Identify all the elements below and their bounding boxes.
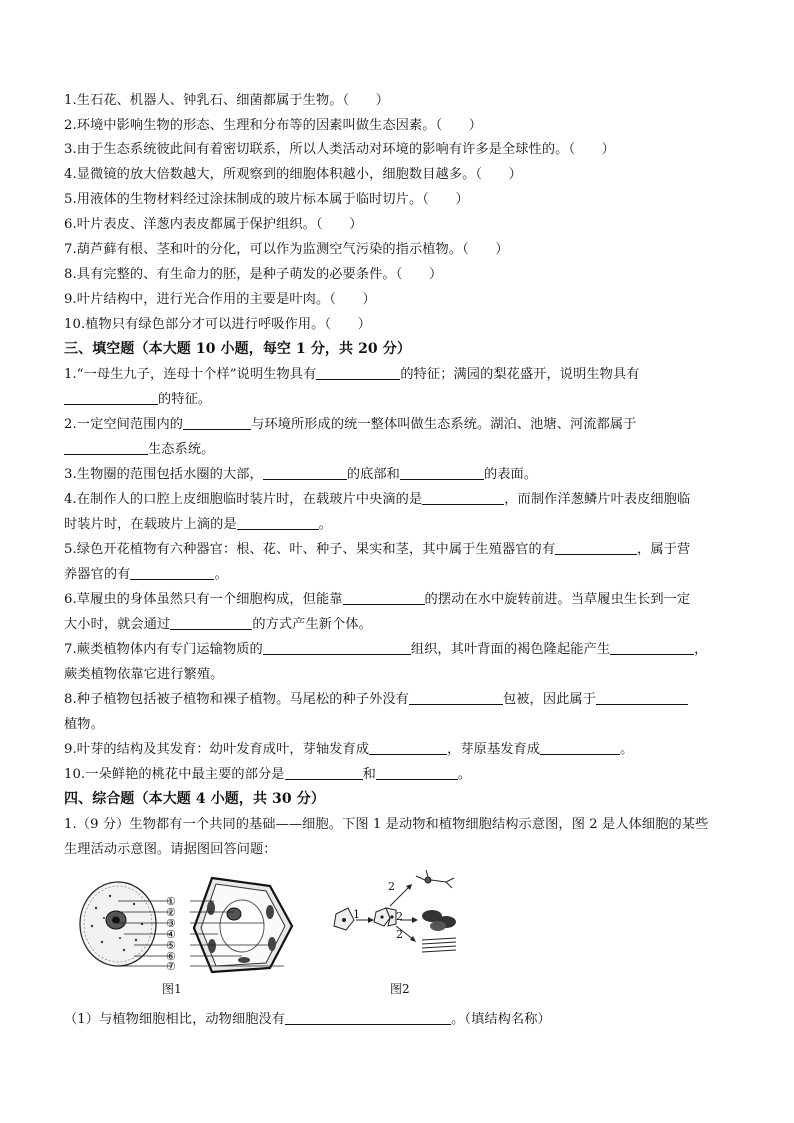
answer-blank[interactable] [64, 441, 148, 455]
answer-blank[interactable] [237, 516, 319, 530]
judge-q2: 2.环境中影响生物的形态、生理和分布等的因素叫做生态因素。（ ） [64, 118, 483, 133]
fill-q5-line1: 5.绿色开花植物有六种器官：根、花、叶、种子、果实和茎，其中属于生殖器官的有 ，属于营 [64, 542, 691, 557]
comp-q1-line2: 生理活动示意图。请据图回答问题： [64, 842, 277, 857]
answer-blank[interactable] [369, 741, 447, 755]
judge-q10: 10.植物只有绿色部分才可以进行呼吸作用。（ ） [64, 317, 371, 332]
arrow-label-1: 1 [353, 908, 360, 921]
answer-blank[interactable] [285, 766, 363, 780]
answer-blank[interactable] [263, 466, 347, 480]
animal-cell-icon [80, 882, 156, 966]
answer-blank[interactable] [540, 741, 620, 755]
answer-blank[interactable] [555, 541, 637, 555]
fill-q4-line2: 时装片时，在载玻片上滴的是 。 [64, 517, 333, 532]
judge-q6: 6.叶片表皮、洋葱内表皮都属于保护组织。（ ） [64, 217, 363, 232]
figure1-cell-diagram [74, 868, 314, 980]
answer-blank[interactable] [596, 691, 688, 705]
marker-5: ⑤ [166, 939, 176, 952]
answer-blank[interactable] [376, 766, 458, 780]
answer-blank[interactable] [610, 641, 694, 655]
answer-blank[interactable] [170, 616, 252, 630]
judge-q7: 7.葫芦藓有根、茎和叶的分化，可以作为监测空气污染的指示植物。（ ） [64, 242, 509, 257]
marker-7: ⑦ [166, 960, 176, 973]
answer-blank[interactable] [343, 591, 425, 605]
fill-q10: 10.一朵鲜艳的桃花中最主要的部分是 和 。 [64, 767, 472, 782]
dividing-cells-icon [374, 908, 396, 926]
judge-q3: 3.由于生态系统彼此间有着密切联系，所以人类活动对环境的影响有许多是全球性的。（ ） [64, 142, 615, 157]
arrow-label-2c: 2 [396, 928, 403, 941]
fill-q2-line1: 2.一定空间范围内的 与环境所形成的统一整体叫做生态系统。湖泊、池塘、河流都属于 [64, 417, 637, 432]
marker-4: ④ [166, 928, 176, 941]
fill-q1-line2: 的特征。 [64, 391, 211, 408]
judge-q4: 4.显微镜的放大倍数越大，所观察到的细胞体积越小，细胞数目越多。（ ） [64, 167, 522, 182]
section4-title: 四、综合题（本大题 4 小题，共 30 分） [64, 791, 325, 807]
judge-q5: 5.用液体的生物材料经过涂抹制成的玻片标本属于临时切片。（ ） [64, 192, 469, 207]
plant-cell-icon [194, 878, 292, 972]
answer-blank[interactable] [400, 466, 484, 480]
answer-blank[interactable] [263, 641, 411, 655]
judge-q8: 8.具有完整的、有生命力的胚，是种子萌发的必要条件。（ ） [64, 267, 443, 282]
fiber-tissue-icon [422, 938, 456, 952]
answer-blank[interactable] [130, 566, 214, 580]
answer-blank[interactable] [409, 691, 503, 705]
marker-3: ③ [166, 917, 176, 930]
fill-q2-line2: 生态系统。 [64, 441, 214, 458]
fill-q7-line2: 蕨类植物依靠它进行繁殖。 [64, 667, 224, 682]
figure2-caption: 图2 [390, 982, 410, 996]
arrow-label-2b: 2 [396, 910, 403, 923]
section3-title: 三、填空题（本大题 10 小题，每空 1 分，共 20 分） [64, 341, 411, 357]
comp-q1-line1: 1.（9 分）生物都有一个共同的基础——细胞。下图 1 是动物和植物细胞结构示意图，图 2 是人体细胞的某些 [64, 817, 709, 832]
fill-q7-line1: 7.蕨类植物体内有专门运输物质的 组织，其叶背面的褐色隆起能产生 ， [64, 642, 708, 657]
marker-6: ⑥ [166, 950, 176, 963]
fill-q4-line1: 4.在制作人的口腔上皮细胞临时装片时，在载玻片中央滴的是 ，而制作洋葱鳞片叶表皮细胞临 [64, 492, 691, 507]
answer-blank[interactable] [316, 366, 400, 380]
muscle-tissue-icon [422, 910, 456, 931]
fill-q3: 3.生物圈的范围包括水圈的大部， 的底部和 的表面。 [64, 467, 538, 482]
judge-q9: 9.叶片结构中，进行光合作用的主要是叶肉。（ ） [64, 292, 376, 307]
marker-1: ① [166, 895, 176, 908]
nerve-cell-icon [416, 870, 454, 888]
fill-q8-line1: 8.种子植物包括被子植物和裸子植物。马尾松的种子外没有 包被，因此属于 [64, 691, 688, 708]
fill-q6-line1: 6.草履虫的身体虽然只有一个细胞构成，但能靠 的摆动在水中旋转前进。当草履虫生长到一定 [64, 592, 691, 607]
answer-blank[interactable] [64, 391, 158, 405]
fill-q6-line2: 大小时，就会通过 的方式产生新个体。 [64, 617, 372, 632]
answer-blank[interactable] [183, 416, 251, 430]
arrow-label-2a: 2 [388, 880, 395, 893]
comp-q1-sub1: （1）与植物细胞相比，动物细胞没有 。（填结构名称） [64, 1012, 551, 1027]
answer-blank[interactable] [285, 1011, 451, 1025]
fill-q8-line2: 植物。 [64, 717, 104, 732]
fill-q5-line2: 养器官的有 。 [64, 567, 228, 582]
figure1-caption: 图1 [162, 982, 182, 996]
fill-q1-line1: 1.“一母生九子，连母十个样”说明生物具有 的特征；满园的梨花盛开，说明生物具有 [64, 367, 640, 382]
answer-blank[interactable] [422, 491, 504, 505]
fill-q9: 9.叶芽的结构及其发育：幼叶发育成叶，芽轴发育成 ，芽原基发育成 。 [64, 742, 634, 757]
judge-q1: 1.生石花、机器人、钟乳石、细菌都属于生物。（ ） [64, 93, 390, 108]
marker-2: ② [166, 906, 176, 919]
